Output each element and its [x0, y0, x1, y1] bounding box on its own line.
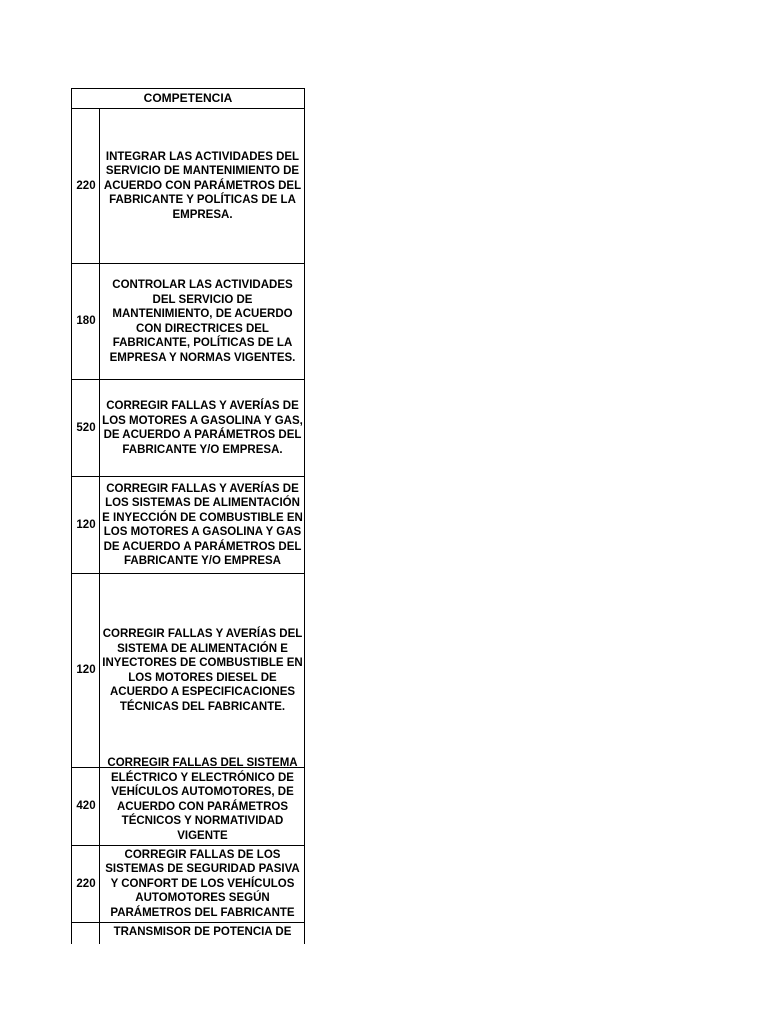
competencia-cell: CORREGIR FALLAS Y AVERÍAS DEL SISTEMA DE ALIMENTACIÓN E INYECTORES DE COMBUSTIBLE EN LOS MOTORES DIESEL DE ACUERDO A ESPECIFICACIONES TÉCNICAS DEL FABRICANTE.: [102, 628, 303, 713]
hours-cell: 120: [76, 518, 96, 531]
competencia-cell: INTEGRAR LAS ACTIVIDADES DEL SERVICIO DE MANTENIMIENTO DE ACUERDO CON PARÁMETROS DEL FABRICANTE Y POLÍTICAS DE LA EMPRESA.: [103, 150, 302, 221]
competencia-cell: CORREGIR FALLAS Y AVERÍAS DE LOS MOTORES A GASOLINA Y GAS, DE ACUERDO A PARÁMETROS DEL FABRICANTE Y/O EMPRESA.: [102, 400, 303, 456]
hours-cell: 120: [76, 664, 96, 677]
hours-cell: [72, 923, 100, 944]
row-divider: [71, 922, 305, 923]
competencia-cell: TRANSMISOR DE POTENCIA DE: [113, 926, 292, 938]
column-header-competencia: COMPETENCIA: [143, 91, 233, 106]
hours-cell: 220: [76, 179, 96, 192]
competencia-cell: CONTROLAR LAS ACTIVIDADES DEL SERVICIO DE MANTENIMIENTO, DE ACUERDO CON DIRECTRICES DEL FABRICANTE, POLÍTICAS DE LA EMPRESA Y NORMAS VIGENTES.: [109, 279, 296, 364]
competencia-cell: CORREGIR FALLAS DE LOS SISTEMAS DE SEGURIDAD PASIVA Y CONFORT DE LOS VEHÍCULOS AUTOMOTORES SEGÚN PARÁMETROS DEL FABRICANTE: [105, 848, 300, 919]
competencia-cell: CORREGIR FALLAS DEL SISTEMA ELÉCTRICO Y ELECTRÓNICO DE VEHÍCULOS AUTOMOTORES, DE ACUERDO CON PARÁMETROS TÉCNICOS Y NORMATIVIDAD VIGENTE: [107, 757, 298, 842]
competencia-cell: CORREGIR FALLAS Y AVERÍAS DE LOS SISTEMAS DE ALIMENTACIÓN E INYECCIÓN DE COMBUSTIBLE EN LOS MOTORES A GASOLINA Y GAS DE ACUERDO A PARÁMETROS DEL FABRICANTE Y/O EMPRESA: [102, 482, 303, 567]
hours-cell: 520: [76, 421, 96, 434]
hours-cell: 220: [76, 877, 96, 890]
hours-cell: 420: [76, 800, 96, 813]
hours-cell: 180: [76, 315, 96, 328]
competencia-table: [71, 88, 305, 944]
